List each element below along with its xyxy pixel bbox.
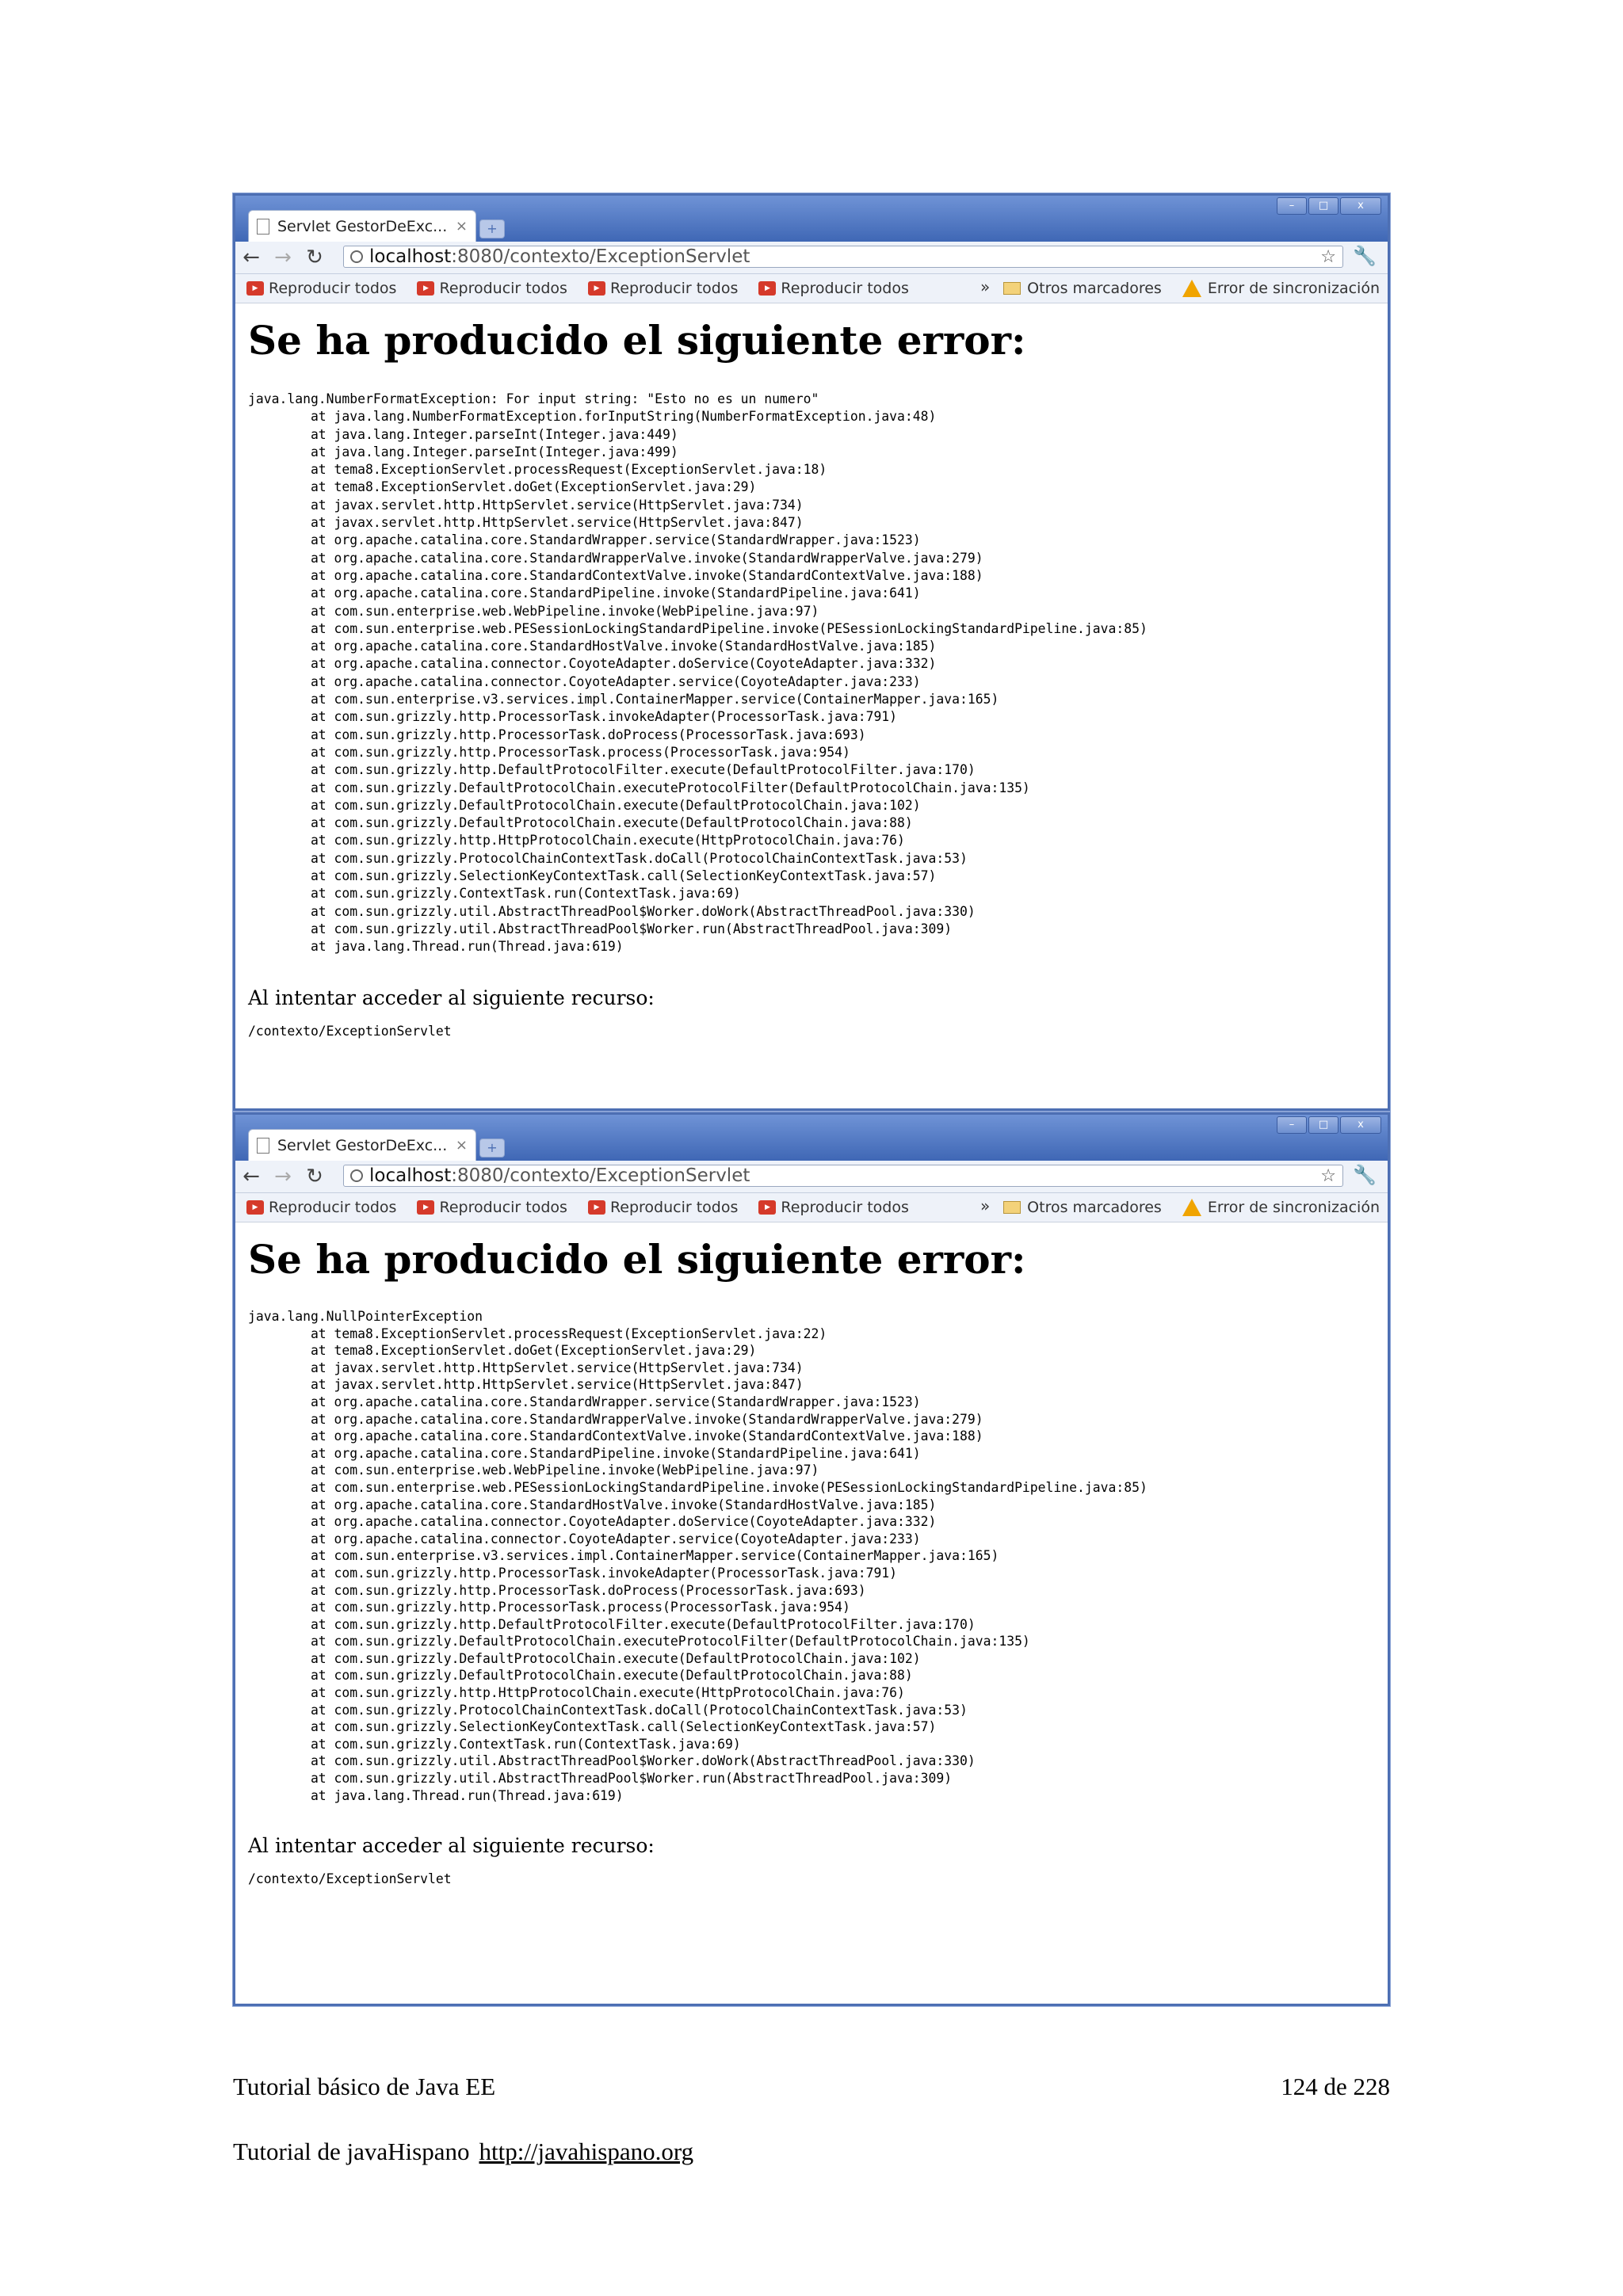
other-bookmarks[interactable]: Otros marcadores [1003, 1199, 1162, 1216]
resource-path: /contexto/ExceptionServlet [248, 1871, 452, 1887]
bookmark-item[interactable]: ▶ Reproducir todos [758, 280, 908, 297]
star-icon[interactable]: ☆ [1320, 1165, 1336, 1186]
bookmark-item[interactable]: ▶ Reproducir todos [417, 1199, 567, 1216]
javahispano-link[interactable]: http://javahispano.org [479, 2138, 694, 2165]
tab-title: Servlet GestorDeExc... [277, 217, 448, 235]
url-path: :8080/contexto/ExceptionServlet [451, 246, 750, 267]
back-arrow-icon[interactable]: ← [242, 1165, 260, 1188]
url-host: localhost [369, 1165, 452, 1186]
minimize-button[interactable]: – [1277, 197, 1307, 215]
back-arrow-icon[interactable]: ← [242, 246, 260, 269]
url-path: :8080/contexto/ExceptionServlet [451, 1165, 750, 1186]
browser-window-1 [233, 193, 1390, 1111]
globe-icon [350, 1169, 363, 1182]
bookmarks-bar [235, 1193, 1388, 1222]
tab-close-icon[interactable]: × [455, 218, 468, 235]
navigation-toolbar [235, 242, 1388, 274]
navigation-toolbar [235, 1161, 1388, 1193]
minimize-button[interactable]: – [1277, 1116, 1307, 1134]
page-footer [233, 2073, 1390, 2101]
new-tab-button[interactable]: + [479, 1138, 505, 1158]
page-icon [257, 219, 269, 235]
title-bar [235, 1115, 1388, 1161]
sync-error[interactable]: Error de sincronización [1182, 280, 1380, 297]
page-number: 124 de 228 [1281, 2073, 1390, 2100]
folder-icon [1003, 1201, 1021, 1214]
bookmark-item[interactable]: ▶ Reproducir todos [246, 1199, 396, 1216]
window-controls [1277, 197, 1381, 215]
tab-title: Servlet GestorDeExc... [277, 1136, 448, 1154]
youtube-icon: ▶ [588, 281, 605, 296]
youtube-icon: ▶ [417, 281, 434, 296]
youtube-icon: ▶ [417, 1200, 434, 1215]
maximize-button[interactable]: □ [1308, 1116, 1338, 1134]
error-heading: Se ha producido el siguiente error: [248, 317, 1026, 364]
title-bar [235, 196, 1388, 242]
page-content [235, 303, 1388, 1039]
credit-text: Tutorial de javaHispano [233, 2138, 470, 2165]
browser-tab[interactable] [248, 210, 476, 242]
youtube-icon: ▶ [246, 281, 264, 296]
sync-error[interactable]: Error de sincronización [1182, 1199, 1380, 1216]
document-title: Tutorial básico de Java EE [233, 2073, 496, 2100]
bookmark-item[interactable]: ▶ Reproducir todos [588, 1199, 738, 1216]
resource-label: Al intentar acceder al siguiente recurso: [248, 1834, 655, 1858]
resource-path: /contexto/ExceptionServlet [248, 1023, 452, 1039]
youtube-icon: ▶ [246, 1200, 264, 1215]
warning-icon [1182, 280, 1201, 297]
stack-trace: java.lang.NullPointerException at tema8.ExceptionServlet.processRequest(ExceptionServlet.java:22) at tema8.ExceptionServlet.doGet(ExceptionServlet.java:29) at javax.servlet.http.HttpServlet.service(HttpServlet.java:734) at javax.servlet.http.HttpServlet.service(HttpServlet.java:847) at org.apache.catalina.core.StandardWrapper.service(StandardWrapper.java:1523) at org.apache.catalina.core.StandardWrapperValve.invoke(StandardWrapperValve.java:279) at org.apache.catalina.core.StandardContextValve.invoke(StandardContextValve.java:188) at org.apache.catalina.core.StandardPipeline.invoke(StandardPipeline.java:641) at com.sun.enterprise.web.WebPipeline.invoke(WebPipeline.java:97) at com.sun.enterprise.web.PESessionLockingStandardPipeline.invoke(PESessionLockingStandardPipeline.java:85) at org.apache.catalina.core.StandardHostValve.invoke(StandardHostValve.java:185) at org.apache.catalina.connector.CoyoteAdapter.doService(CoyoteAdapter.java:332) at org.apache.catalina.connector.CoyoteAdapter.service(CoyoteAdapter.java:233) at com.sun.enterprise.v3.services.impl.ContainerMapper.service(ContainerMapper.java:165) at com.sun.grizzly.http.ProcessorTask.invokeAdapter(ProcessorTask.java:791) at com.sun.grizzly.http.ProcessorTask.doProcess(ProcessorTask.java:693) at com.sun.grizzly.http.ProcessorTask.process(ProcessorTask.java:954) at com.sun.grizzly.http.DefaultProtocolFilter.execute(DefaultProtocolFilter.java:170) at com.sun.grizzly.DefaultProtocolChain.executeProtocolFilter(DefaultProtocolChain.java:135) at com.sun.grizzly.DefaultProtocolChain.execute(DefaultProtocolChain.java:102) at com.sun.grizzly.DefaultProtocolChain.execute(DefaultProtocolChain.java:88) at com.sun.grizzly.http.HttpProtocolChain.execute(HttpProtocolChain.java:76) at com.sun.grizzly.ProtocolChainContextTask.doCall(ProtocolChainContextTask.java:53) at com.sun.grizzly.SelectionKeyContextTask.call(SelectionKeyContextTask.java:57) at com.sun.grizzly.ContextTask.run(ContextTask.java:69) at com.sun.grizzly.util.AbstractThreadPool$Worker.doWork(AbstractThreadPool.java:330) at com.sun.grizzly.util.AbstractThreadPool$Worker.run(AbstractThreadPool.java:309) at java.lang.Thread.run(Thread.java:619) [248, 1309, 1148, 1803]
bookmark-item[interactable]: ▶ Reproducir todos [758, 1199, 908, 1216]
forward-arrow-icon[interactable]: → [274, 1165, 292, 1188]
reload-icon[interactable]: ↻ [306, 246, 323, 269]
resource-label: Al intentar acceder al siguiente recurso: [248, 986, 655, 1009]
other-bookmarks[interactable]: Otros marcadores [1003, 280, 1162, 297]
page-content [235, 1222, 1388, 1886]
new-tab-button[interactable]: + [479, 219, 505, 238]
warning-icon [1182, 1199, 1201, 1216]
wrench-icon[interactable]: 🔧 [1353, 1164, 1377, 1186]
bookmarks-bar [235, 274, 1388, 303]
window-controls [1277, 1116, 1381, 1134]
error-heading: Se ha producido el siguiente error: [248, 1236, 1026, 1283]
bookmark-overflow-icon[interactable]: » [980, 1196, 991, 1215]
youtube-icon: ▶ [588, 1200, 605, 1215]
credit-line [233, 2138, 1390, 2166]
tab-close-icon[interactable]: × [455, 1137, 468, 1154]
close-window-button[interactable]: x [1340, 1116, 1381, 1134]
folder-icon [1003, 282, 1021, 295]
youtube-icon: ▶ [758, 1200, 776, 1215]
stack-trace: java.lang.NumberFormatException: For input string: "Esto no es un numero" at java.lang.NumberFormatException.forInputString(NumberFormatException.java:48) at java.lang.Integer.parseInt(Integer.java:449) at java.lang.Integer.parseInt(Integer.java:499) at tema8.ExceptionServlet.processRequest(ExceptionServlet.java:18) at tema8.ExceptionServlet.doGet(ExceptionServlet.java:29) at javax.servlet.http.HttpServlet.service(HttpServlet.java:734) at javax.servlet.http.HttpServlet.service(HttpServlet.java:847) at org.apache.catalina.core.StandardWrapper.service(StandardWrapper.java:1523) at org.apache.catalina.core.StandardWrapperValve.invoke(StandardWrapperValve.java:279) at org.apache.catalina.core.StandardContextValve.invoke(StandardContextValve.java:188) at org.apache.catalina.core.StandardPipeline.invoke(StandardPipeline.java:641) at com.sun.enterprise.web.WebPipeline.invoke(WebPipeline.java:97) at com.sun.enterprise.web.PESessionLockingStandardPipeline.invoke(PESessionLockingStandardPipeline.java:85) at org.apache.catalina.core.StandardHostValve.invoke(StandardHostValve.java:185) at org.apache.catalina.connector.CoyoteAdapter.doService(CoyoteAdapter.java:332) at org.apache.catalina.connector.CoyoteAdapter.service(CoyoteAdapter.java:233) at com.sun.enterprise.v3.services.impl.ContainerMapper.service(ContainerMapper.java:165) at com.sun.grizzly.http.ProcessorTask.invokeAdapter(ProcessorTask.java:791) at com.sun.grizzly.http.ProcessorTask.doProcess(ProcessorTask.java:693) at com.sun.grizzly.http.ProcessorTask.process(ProcessorTask.java:954) at com.sun.grizzly.http.DefaultProtocolFilter.execute(DefaultProtocolFilter.java:170) at com.sun.grizzly.DefaultProtocolChain.executeProtocolFilter(DefaultProtocolChain.java:135) at com.sun.grizzly.DefaultProtocolChain.execute(DefaultProtocolChain.java:102) at com.sun.grizzly.DefaultProtocolChain.execute(DefaultProtocolChain.java:88) at com.sun.grizzly.http.HttpProtocolChain.execute(HttpProtocolChain.java:76) at com.sun.grizzly.ProtocolChainContextTask.doCall(ProtocolChainContextTask.java:53) at com.sun.grizzly.SelectionKeyContextTask.call(SelectionKeyContextTask.java:57) at com.sun.grizzly.ContextTask.run(ContextTask.java:69) at com.sun.grizzly.util.AbstractThreadPool$Worker.doWork(AbstractThreadPool.java:330) at com.sun.grizzly.util.AbstractThreadPool$Worker.run(AbstractThreadPool.java:309) at java.lang.Thread.run(Thread.java:619) [248, 391, 1148, 955]
browser-window-2 [233, 1112, 1390, 2006]
forward-arrow-icon[interactable]: → [274, 246, 292, 269]
bookmark-overflow-icon[interactable]: » [980, 277, 991, 296]
close-window-button[interactable]: x [1340, 197, 1381, 215]
url-host: localhost [369, 246, 452, 267]
address-bar[interactable] [343, 1165, 1343, 1187]
bookmark-item[interactable]: ▶ Reproducir todos [246, 280, 396, 297]
browser-tab[interactable] [248, 1129, 476, 1161]
youtube-icon: ▶ [758, 281, 776, 296]
star-icon[interactable]: ☆ [1320, 246, 1336, 267]
page-icon [257, 1138, 269, 1154]
reload-icon[interactable]: ↻ [306, 1165, 323, 1188]
bookmark-item[interactable]: ▶ Reproducir todos [417, 280, 567, 297]
globe-icon [350, 250, 363, 263]
wrench-icon[interactable]: 🔧 [1353, 245, 1377, 267]
bookmark-item[interactable]: ▶ Reproducir todos [588, 280, 738, 297]
address-bar[interactable] [343, 246, 1343, 268]
maximize-button[interactable]: □ [1308, 197, 1338, 215]
